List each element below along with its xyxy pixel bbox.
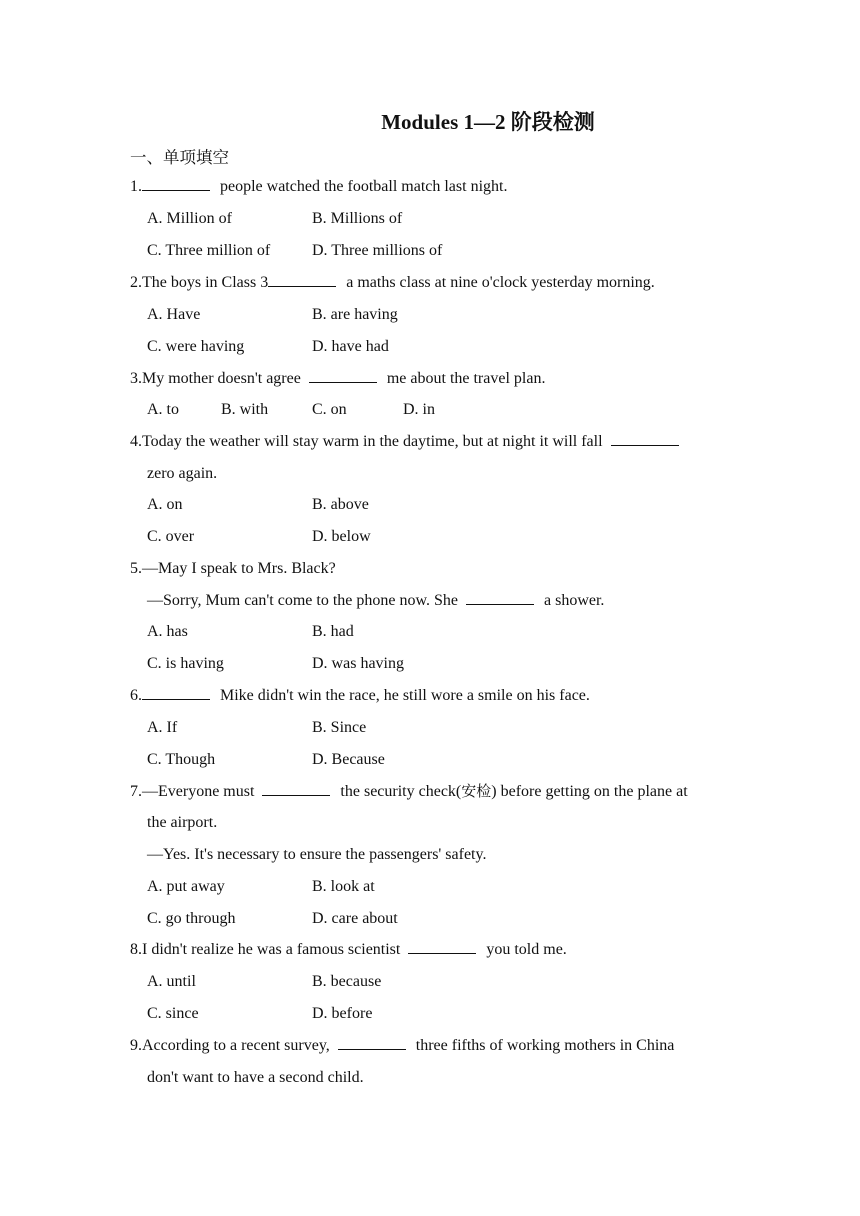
answer-blank bbox=[262, 781, 330, 796]
option: B. with bbox=[221, 401, 269, 418]
option: B. had bbox=[312, 623, 354, 640]
option: B. Millions of bbox=[312, 210, 403, 227]
option: C. go through bbox=[147, 910, 236, 927]
option: D. have had bbox=[312, 338, 389, 355]
question-2: 2.The boys in Class 3 a maths class at nine o'clock yesterday morning. bbox=[130, 274, 655, 291]
question-1: 1. people watched the football match last night. bbox=[130, 178, 508, 195]
option: A. to bbox=[147, 401, 179, 418]
option: D. care about bbox=[312, 910, 398, 927]
option: B. are having bbox=[312, 306, 398, 323]
question-7: 7.—Everyone must the security check(安检) before getting on the plane at bbox=[130, 782, 688, 800]
answer-blank bbox=[142, 176, 210, 191]
section-heading: 一、单项填空 bbox=[130, 148, 229, 167]
question-7-reply: —Yes. It's necessary to ensure the passengers' safety. bbox=[147, 846, 487, 863]
answer-blank bbox=[338, 1035, 406, 1050]
option: C. over bbox=[147, 528, 195, 545]
option: D. Three millions of bbox=[312, 242, 443, 259]
option: A. Million of bbox=[147, 210, 232, 227]
answer-blank bbox=[408, 939, 476, 954]
question-9: 9.According to a recent survey, three fifths of working mothers in China bbox=[130, 1037, 675, 1054]
option: B. because bbox=[312, 973, 382, 990]
option: D. in bbox=[403, 401, 435, 418]
option: B. look at bbox=[312, 878, 375, 895]
answer-blank bbox=[466, 590, 534, 605]
answer-blank bbox=[611, 431, 679, 446]
option: A. has bbox=[147, 623, 188, 640]
option: C. since bbox=[147, 1005, 199, 1022]
option: C. on bbox=[312, 401, 347, 418]
option: C. Three million of bbox=[147, 242, 271, 259]
option: D. was having bbox=[312, 655, 404, 672]
option: A. If bbox=[147, 719, 178, 736]
option: A. put away bbox=[147, 878, 225, 895]
page-title: Modules 1—2 阶段检测 bbox=[381, 110, 595, 134]
option: A. on bbox=[147, 496, 183, 513]
question-continuation: the airport. bbox=[147, 814, 218, 831]
answer-blank bbox=[142, 685, 210, 700]
question-6: 6. Mike didn't win the race, he still wore a smile on his face. bbox=[130, 687, 590, 704]
question-5-reply: —Sorry, Mum can't come to the phone now. She a shower. bbox=[147, 592, 605, 609]
option: C. Though bbox=[147, 751, 216, 768]
question-5: 5.—May I speak to Mrs. Black? bbox=[130, 560, 336, 577]
answer-blank bbox=[309, 368, 377, 383]
option: C. were having bbox=[147, 338, 245, 355]
question-3: 3.My mother doesn't agree me about the travel plan. bbox=[130, 370, 546, 387]
option: D. below bbox=[312, 528, 371, 545]
question-continuation: zero again. bbox=[147, 465, 218, 482]
option: D. Because bbox=[312, 751, 385, 768]
question-4: 4.Today the weather will stay warm in the daytime, but at night it will fall bbox=[130, 426, 740, 458]
option: B. Since bbox=[312, 719, 367, 736]
option: B. above bbox=[312, 496, 369, 513]
answer-blank bbox=[268, 272, 336, 287]
question-8: 8.I didn't realize he was a famous scientist you told me. bbox=[130, 941, 567, 958]
option: C. is having bbox=[147, 655, 224, 672]
option: A. until bbox=[147, 973, 196, 990]
option: D. before bbox=[312, 1005, 373, 1022]
option: A. Have bbox=[147, 306, 201, 323]
question-continuation: don't want to have a second child. bbox=[147, 1069, 364, 1086]
